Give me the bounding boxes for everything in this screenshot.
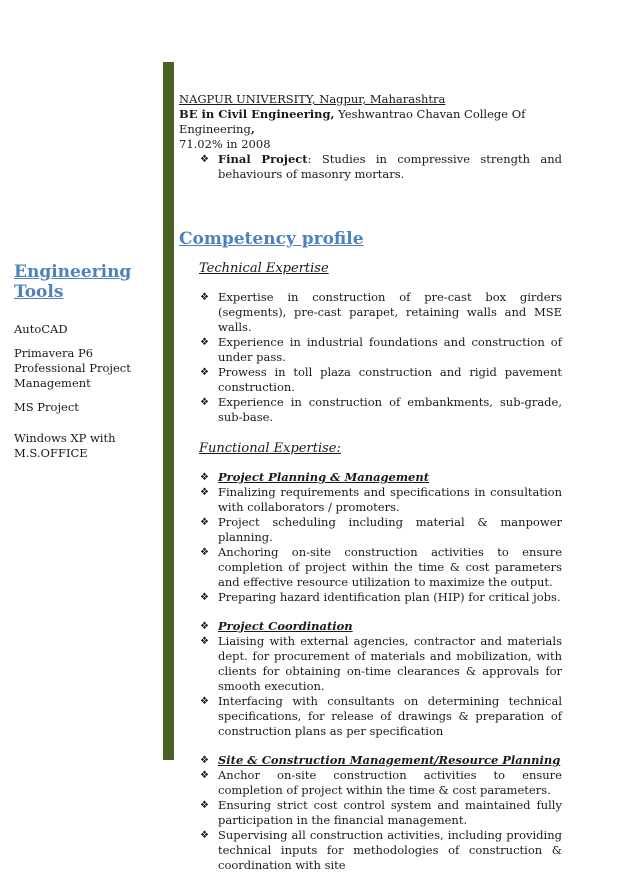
tool-item: Windows XP with M.S.OFFICE: [14, 431, 116, 460]
list-item-text: Anchor on-site construction activities to ensure completion of project within the time & cost parameters.: [218, 768, 562, 797]
functional-expertise-heading: Functional Expertise:: [199, 441, 341, 456]
list-item: [179, 768, 562, 798]
degree-line: [179, 107, 562, 137]
list-item: [179, 485, 562, 515]
technical-expertise-heading: Technical Expertise: [199, 261, 329, 276]
final-project-list: [179, 152, 562, 182]
bullet-icon: ❖: [200, 547, 209, 558]
list-item: [179, 290, 562, 335]
bullet-icon: ❖: [200, 154, 209, 165]
bullet-icon: ❖: [200, 636, 209, 647]
list-item-text: Liaising with external agencies, contractor and materials dept. for procurement of materials and mobilization, with clients for obtaining on-time clearances & approvals for smooth execution.: [218, 634, 562, 693]
list-item: [179, 515, 562, 545]
list-item-text: Preparing hazard identification plan (HIP) for critical jobs.: [218, 590, 561, 604]
bullet-icon: ❖: [200, 621, 209, 632]
technical-list: [179, 290, 562, 425]
side-accent-bar: [163, 62, 174, 760]
competency-heading: Competency profile: [179, 229, 364, 249]
list-item: [179, 395, 562, 425]
tool-item: AutoCAD: [14, 322, 68, 336]
list-item: [179, 590, 562, 605]
degree-score: 71.02% in 2008: [179, 137, 271, 151]
site-management-list: [179, 753, 562, 873]
list-item: [179, 152, 562, 182]
degree-title: BE in Civil Engineering,: [179, 107, 335, 121]
list-item-text: Supervising all construction activities, including providing technical inputs for methodologies of construction & coordination with site: [218, 828, 562, 872]
list-item-text: Prowess in toll plaza construction and rigid pavement construction.: [218, 365, 562, 394]
bullet-icon: ❖: [200, 696, 209, 707]
tool-item: Primavera P6 Professional Project Management: [14, 346, 131, 390]
group-title: Project Coordination: [218, 619, 353, 633]
engineering-tools-panel: [14, 262, 159, 470]
list-item: [179, 798, 562, 828]
list-item: [179, 753, 562, 768]
list-item: [179, 545, 562, 590]
bullet-icon: ❖: [200, 800, 209, 811]
list-item: [179, 828, 562, 873]
list-item-text: Project scheduling including material & manpower planning.: [218, 515, 562, 544]
engineering-tools-heading: Engineering Tools: [14, 262, 132, 302]
list-item: [179, 470, 562, 485]
bullet-icon: ❖: [200, 517, 209, 528]
list-item-text: Ensuring strict cost control system and maintained fully participation in the financial management.: [218, 798, 562, 827]
education-section: [179, 92, 562, 182]
main-content: [179, 92, 562, 873]
list-item-text: Experience in industrial foundations and construction of under pass.: [218, 335, 562, 364]
list-item: [179, 619, 562, 634]
planning-list: [179, 470, 562, 605]
college-comma: ,: [250, 122, 255, 136]
list-item-text: Experience in construction of embankments, sub-grade, sub-base.: [218, 395, 562, 424]
list-item: [179, 694, 562, 739]
list-item: [179, 365, 562, 395]
group-title: Site & Construction Management/Resource Planning: [218, 753, 561, 767]
list-item-text: Interfacing with consultants on determining technical specifications, for release of drawings & preparation of construction plans as per specification: [218, 694, 562, 738]
bullet-icon: ❖: [200, 367, 209, 378]
list-item: [179, 634, 562, 694]
final-project-label: Final Project: [218, 152, 308, 166]
bullet-icon: ❖: [200, 292, 209, 303]
list-item-text: Finalizing requirements and specifications in consultation with collaborators / promoters.: [218, 485, 562, 514]
list-item-text: Expertise in construction of pre-cast box girders (segments), pre-cast parapet, retaining walls and MSE walls.: [218, 290, 562, 334]
bullet-icon: ❖: [200, 397, 209, 408]
final-project-text: : Studies in compressive strength and behaviours of masonry mortars.: [218, 152, 563, 181]
bullet-icon: ❖: [200, 830, 209, 841]
group-title: Project Planning & Management: [218, 470, 430, 484]
bullet-icon: ❖: [200, 770, 209, 781]
list-item-text: Anchoring on-site construction activities to ensure completion of project within the time & cost parameters and effective resource utilization to maximize the output.: [218, 545, 562, 589]
bullet-icon: ❖: [200, 487, 209, 498]
bullet-icon: ❖: [200, 592, 209, 603]
bullet-icon: ❖: [200, 755, 209, 766]
bullet-icon: ❖: [200, 337, 209, 348]
bullet-icon: ❖: [200, 472, 209, 483]
tool-item: MS Project: [14, 400, 79, 414]
college-name: Yeshwantrao Chavan College Of Engineering: [179, 107, 526, 136]
coordination-list: [179, 619, 562, 739]
university-name: NAGPUR UNIVERSITY, Nagpur, Maharashtra: [179, 92, 446, 106]
list-item: [179, 335, 562, 365]
